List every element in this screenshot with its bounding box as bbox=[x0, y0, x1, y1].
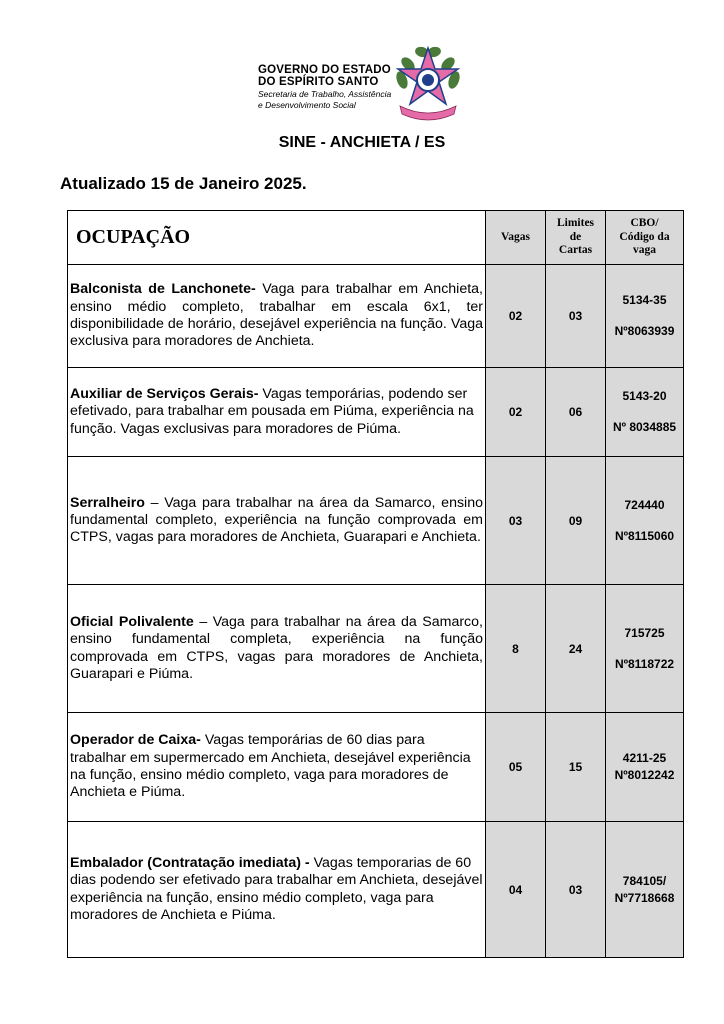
header-occupation: OCUPAÇÃO bbox=[68, 211, 486, 265]
header-cbo-l3: vaga bbox=[633, 244, 656, 257]
header-cbo-l2: Código da bbox=[619, 230, 670, 243]
table-row bbox=[68, 368, 684, 457]
job-text: Vagas temporárias, podendo ser efetivado, para trabalhar em pousada em Piúma, experiência na função. Vagas exclusivas para moradores de Piúma. bbox=[70, 386, 474, 437]
job-vagas: 03 bbox=[486, 457, 546, 585]
header-limites-l3: Cartas bbox=[558, 244, 593, 257]
job-cbo bbox=[606, 457, 684, 585]
job-cbo-code: 5134-35 bbox=[622, 293, 667, 308]
job-cbo-code: 784105/ bbox=[622, 873, 667, 888]
table-header-row bbox=[68, 211, 684, 265]
table-row bbox=[68, 265, 684, 368]
job-text: Vagas temporarias de 60 dias podendo ser efetivado para trabalhar em Anchieta, desejável experiência na função, ensino médio completo, vaga para moradores de Anchieta e Piúma. bbox=[70, 854, 483, 923]
job-title: Operador de Caixa- bbox=[70, 732, 201, 749]
job-cbo-code: 5143-20 bbox=[622, 389, 667, 404]
job-text: Vagas temporárias de 60 dias para trabalhar em supermercado em Anchieta, desejável experiência na função, ensino médio completo, vaga para moradores de Anchieta e Piúma. bbox=[70, 732, 471, 801]
job-cbo-code: 715725 bbox=[624, 625, 665, 640]
job-limites: 06 bbox=[546, 368, 606, 457]
job-limites: 03 bbox=[546, 265, 606, 368]
header-cbo bbox=[606, 211, 684, 265]
job-limites: 24 bbox=[546, 585, 606, 713]
updated-date: Atualizado 15 de Janeiro 2025. bbox=[60, 174, 307, 193]
job-cbo-code: 4211-25 bbox=[622, 751, 667, 766]
job-description bbox=[68, 265, 486, 368]
page-title: SINE - ANCHIETA / ES bbox=[278, 134, 446, 151]
job-cbo bbox=[606, 265, 684, 368]
job-text: – Vaga para trabalhar na área da Samarco, ensino fundamental completo, experiência na função comprovada em CTPS, vagas para moradores de Anchieta, Guarapari e Anchieta. bbox=[70, 494, 483, 546]
job-cbo bbox=[606, 713, 684, 822]
job-vagas: 8 bbox=[486, 585, 546, 713]
secretariat-line1: Secretaria de Trabalho, Assistência bbox=[258, 89, 392, 100]
header-limites bbox=[546, 211, 606, 265]
job-cbo bbox=[606, 585, 684, 713]
table-row bbox=[68, 457, 684, 585]
job-limites: 09 bbox=[546, 457, 606, 585]
header-vagas: Vagas bbox=[486, 211, 546, 265]
job-vaga-code: Nº 8034885 bbox=[612, 420, 677, 434]
org-name-line1: GOVERNO DO ESTADO bbox=[258, 64, 391, 76]
job-title: Oficial Polivalente bbox=[70, 613, 194, 630]
job-text: – Vaga para trabalhar na área da Samarco, ensino fundamental completa, experiência na função comprovada em CTPS, vagas para moradores de Anchieta, Guarapari e Piúma. bbox=[70, 613, 483, 682]
header-cbo-l1: CBO/ bbox=[630, 216, 659, 229]
table-row bbox=[68, 713, 684, 822]
job-vagas: 02 bbox=[486, 265, 546, 368]
jobs-table bbox=[67, 210, 684, 958]
job-text: Vaga para trabalhar em Anchieta, ensino médio completo, trabalhar em escala 6x1, ter disponibilidade de horário, desejável experiência na função. Vaga exclusiva para moradores de Anchieta. bbox=[70, 281, 483, 350]
job-vagas: 05 bbox=[486, 713, 546, 822]
job-cbo bbox=[606, 368, 684, 457]
job-title: Auxiliar de Serviços Gerais- bbox=[70, 386, 259, 403]
job-description bbox=[68, 457, 486, 585]
job-title: Balconista de Lanchonete- bbox=[70, 281, 256, 298]
job-description bbox=[68, 585, 486, 713]
job-description bbox=[68, 713, 486, 822]
table-row bbox=[68, 585, 684, 713]
secretariat-line2: e Desenvolvimento Social bbox=[258, 100, 356, 111]
header-limites-l2: de bbox=[569, 230, 582, 243]
job-vaga-code: Nº8063939 bbox=[614, 324, 675, 338]
job-vaga-code: Nº8012242 bbox=[614, 768, 675, 782]
job-title: Serralheiro bbox=[70, 494, 145, 511]
job-vagas: 02 bbox=[486, 368, 546, 457]
job-description bbox=[68, 368, 486, 457]
job-title: Embalador (Contratação imediata) - bbox=[70, 854, 310, 871]
org-name-line2: DO ESPÍRITO SANTO bbox=[258, 76, 379, 89]
job-limites: 15 bbox=[546, 713, 606, 822]
header-limites-l1: Limites bbox=[556, 216, 595, 229]
job-description bbox=[68, 822, 486, 958]
job-vaga-code: Nº7718668 bbox=[614, 890, 675, 905]
letterhead bbox=[240, 42, 490, 122]
job-vaga-code: Nº8118722 bbox=[614, 656, 675, 671]
job-vaga-code: Nº8115060 bbox=[614, 528, 675, 543]
job-cbo-code: 724440 bbox=[624, 497, 665, 512]
letterhead-text bbox=[258, 64, 391, 110]
state-coat-of-arms-icon bbox=[388, 42, 468, 122]
job-vagas: 04 bbox=[486, 822, 546, 958]
table-row bbox=[68, 822, 684, 958]
job-limites: 03 bbox=[546, 822, 606, 958]
job-cbo bbox=[606, 822, 684, 958]
